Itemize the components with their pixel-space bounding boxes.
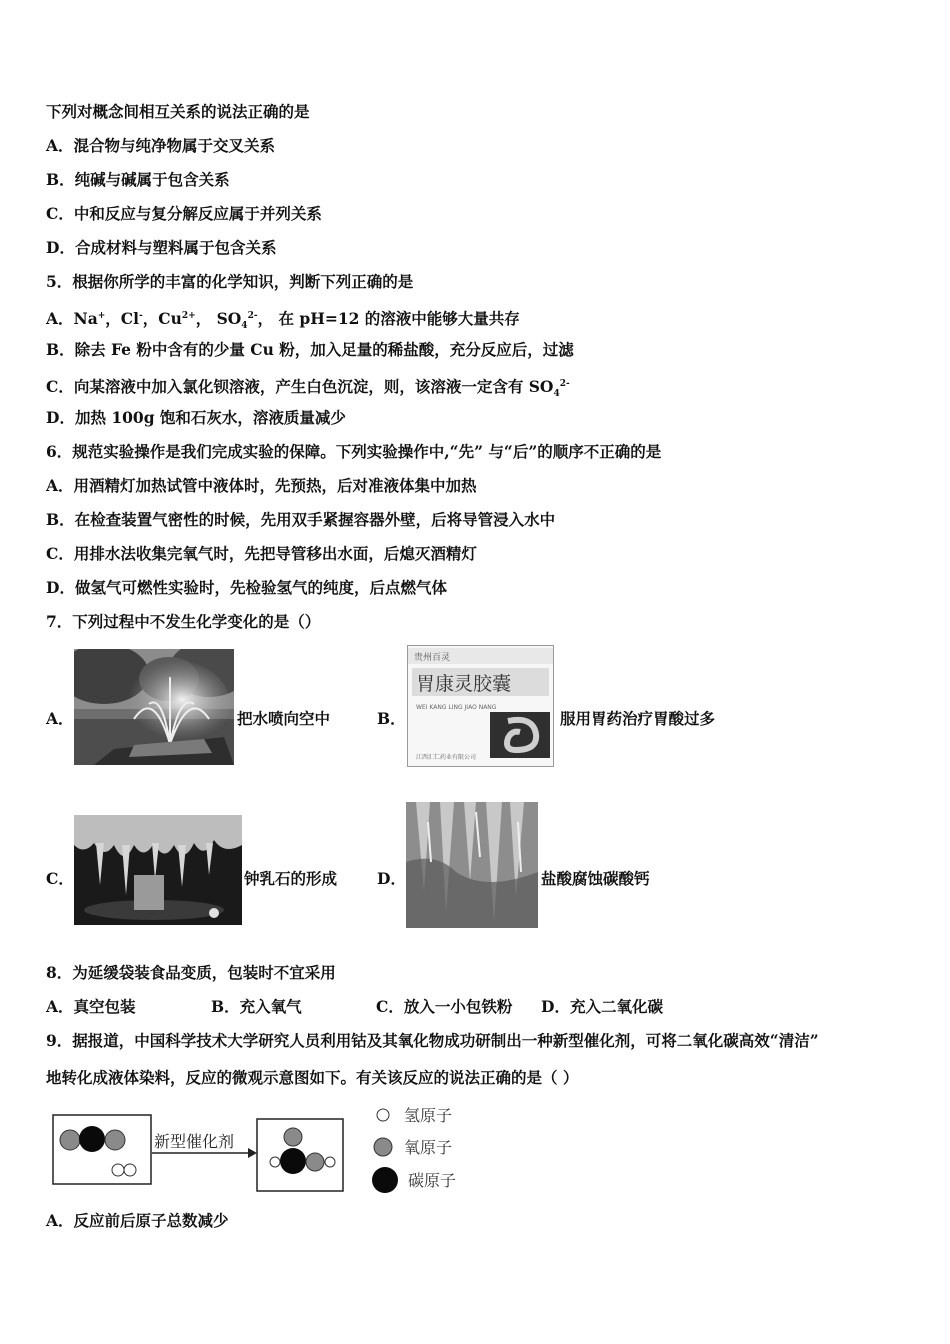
q4-option-c: C．中和反应与复分解反应属于并列关系	[46, 204, 322, 223]
q5-a-text: ，Cu	[142, 309, 182, 328]
oxygen-atom	[60, 1130, 80, 1150]
q6-option-a: A．用酒精灯加热试管中液体时，先预热，后对准液体集中加热	[46, 476, 477, 495]
oxygen-atom	[306, 1153, 324, 1171]
q5-stem: 5．根据你所学的丰富的化学知识，判断下列正确的是	[46, 272, 414, 291]
arrow-head-icon	[248, 1148, 257, 1158]
medicine-box-photo	[407, 645, 554, 767]
catalyst-label: 新型催化剂	[154, 1132, 235, 1151]
medicine-name: 胃康灵胶囊	[416, 673, 512, 695]
q7-stem: 7．下列过程中不发生化学变化的是（）	[46, 612, 321, 631]
hydrogen-atom	[112, 1164, 124, 1176]
oxygen-atom	[284, 1128, 302, 1146]
carbon-legend-icon	[372, 1167, 398, 1193]
ion-charge: 2-	[559, 379, 570, 389]
q4-option-d: D．合成材料与塑料属于包含关系	[46, 238, 277, 257]
ion-charge: +	[97, 311, 106, 321]
fountain-photo	[74, 649, 234, 765]
oxygen-legend-icon	[374, 1138, 392, 1156]
subscript: 4	[553, 389, 560, 400]
stalactite-cave-photo	[74, 815, 242, 925]
ion-charge: 2-	[247, 311, 258, 321]
q5-a-text: ， SO	[195, 309, 242, 328]
carbon-atom	[79, 1126, 105, 1152]
q7-option-b-label: B．	[377, 709, 406, 728]
q5-option-b: B．除去 Fe 粉中含有的少量 Cu 粉，加入足量的稀盐酸，充分反应后，过滤	[46, 340, 574, 359]
q8-option-a: A．真空包装	[46, 997, 136, 1016]
q8-option-d: D．充入二氧化碳	[541, 997, 663, 1016]
legend-hydrogen: 氢原子	[404, 1106, 453, 1125]
q6-option-b: B．在检查装置气密性的时候，先用双手紧握容器外壁，后将导管浸入水中	[46, 510, 556, 529]
q4-option-b: B．纯碱与碱属于包含关系	[46, 170, 230, 189]
q5-c-text: C．向某溶液中加入氯化钡溶液，产生白色沉淀，则，该溶液一定含有 SO	[46, 377, 554, 396]
ion-charge: 2+	[181, 311, 196, 321]
q7-option-c-text: 钟乳石的形成	[244, 869, 338, 888]
medicine-pinyin: WEI KANG LING JIAO NANG	[416, 704, 497, 711]
q5-a-text: A．Na	[46, 309, 98, 328]
q8-option-b: B．充入氧气	[211, 997, 302, 1016]
q8-stem: 8．为延缓袋装食品变质，包装时不宜采用	[46, 963, 336, 982]
q6-stem: 6．规范实验操作是我们完成实验的保障。下列实验操作中,“先” 与“后”的顺序不正确的是	[46, 442, 662, 461]
legend-carbon: 碳原子	[408, 1171, 457, 1190]
q7-option-a-text: 把水喷向空中	[237, 709, 331, 728]
reaction-diagram	[52, 1095, 472, 1205]
hydrogen-atom	[325, 1157, 335, 1167]
q6-option-c: C．用排水法收集完氧气时，先把导管移出水面，后熄灭酒精灯	[46, 544, 477, 563]
hydrogen-atom	[124, 1164, 136, 1176]
hydrogen-legend-icon	[377, 1109, 389, 1121]
q6-option-d: D．做氢气可燃性实验时，先检验氢气的纯度，后点燃气体	[46, 578, 447, 597]
q7-option-b-text: 服用胃药治疗胃酸过多	[560, 709, 716, 728]
hydrogen-atom	[270, 1157, 280, 1167]
carbon-atom	[280, 1148, 306, 1174]
oxygen-atom	[105, 1130, 125, 1150]
q5-option-c	[46, 374, 570, 404]
q7-option-c-label: C．	[46, 869, 74, 888]
subscript: 4	[241, 321, 248, 332]
medicine-maker: 江西汇仁药业有限公司	[416, 754, 477, 761]
q7-option-d-label: D．	[377, 869, 406, 888]
q4-option-a: A．混合物与纯净物属于交叉关系	[46, 136, 276, 155]
q4-stem: 下列对概念间相互关系的说法正确的是	[46, 102, 310, 121]
q5-option-a	[46, 306, 520, 336]
medicine-brand: 贵州百灵	[414, 653, 451, 663]
q9-stem-line1: 9．据报道，中国科学技术大学研究人员利用钴及其氧化物成功研制出一种新型催化剂，可将二氧化碳高效“清洁”	[46, 1031, 819, 1050]
q7-option-a-label: A．	[46, 709, 74, 728]
q5-a-text: ，Cl	[105, 309, 140, 328]
q5-option-d: D．加热 100g 饱和石灰水，溶液质量减少	[46, 408, 346, 427]
q9-stem-line2: 地转化成液体染料，反应的微观示意图如下。有关该反应的说法正确的是（ ）	[46, 1068, 579, 1087]
ion-charge: -	[139, 311, 143, 321]
q5-a-text: ， 在 pH=12 的溶液中能够大量共存	[257, 309, 520, 328]
q7-option-d-text: 盐酸腐蚀碳酸钙	[541, 869, 650, 888]
q8-option-c: C．放入一小包铁粉	[376, 997, 513, 1016]
q9-option-a: A．反应前后原子总数减少	[46, 1211, 229, 1230]
calcium-carbonate-cave-photo	[406, 802, 538, 928]
legend-oxygen: 氧原子	[404, 1138, 453, 1157]
